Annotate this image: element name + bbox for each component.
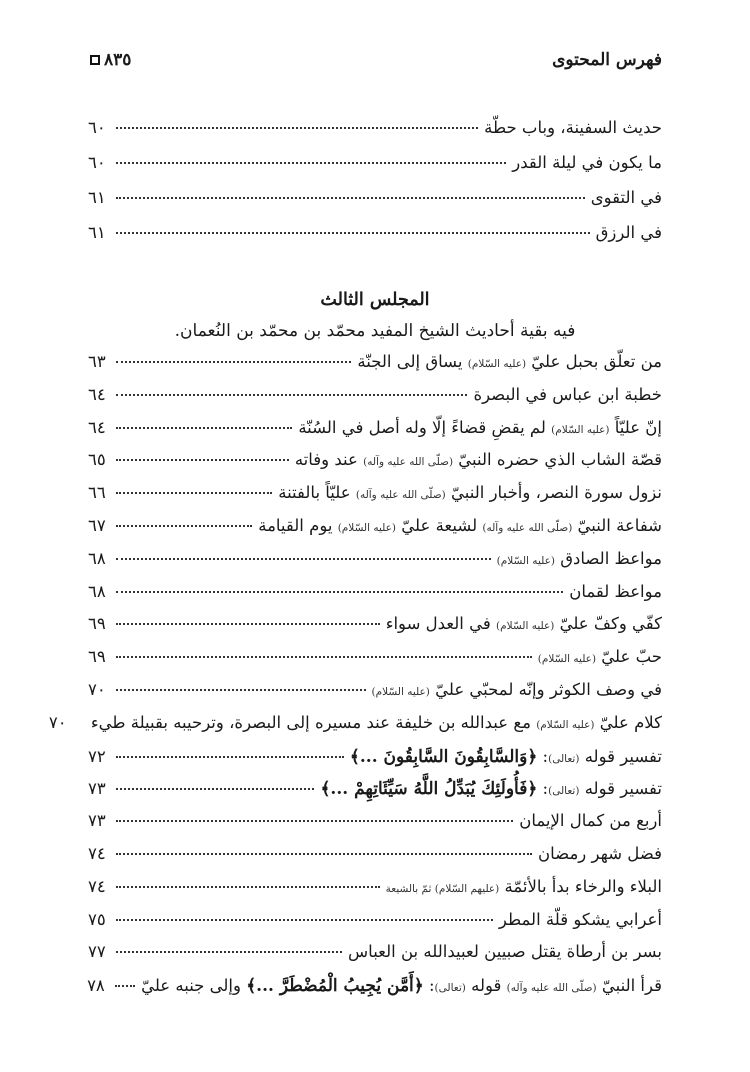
entry-title	[538, 844, 662, 863]
toc-entry	[88, 549, 662, 579]
toc-entry	[88, 877, 662, 907]
toc-entry	[88, 352, 662, 382]
entry-page-number: ٧٥	[88, 909, 106, 929]
quran-quote: ﴿أَمَّن يُجِيبُ الْمُضْطَرَّ ...﴾	[246, 976, 424, 997]
entry-text: مواعظ الصادق	[554, 548, 662, 568]
toc-entry	[88, 483, 662, 513]
dot-leader	[116, 394, 467, 396]
entry-title	[357, 352, 662, 371]
entry-page-number: ٧٤	[88, 844, 106, 863]
entry-text: إنّ عليّاً	[609, 417, 662, 437]
honorific: (عليه السّلام)	[496, 554, 555, 567]
entry-text: قصّة الشاب الذي حضره النبيّ	[453, 450, 662, 470]
entry-title	[298, 418, 662, 437]
dot-leader	[116, 197, 585, 199]
entry-page-number: ٦٤	[88, 384, 106, 404]
entry-title	[519, 811, 662, 830]
entry-text: تفسير قوله	[579, 779, 662, 799]
entry-text: في وصف الكوثر وإنّه لمحبّي عليّ	[429, 680, 662, 699]
dot-leader	[116, 127, 478, 129]
entry-text: أعرابي يشكو قلّة المطر	[498, 909, 662, 929]
entry-text: في العدل سواء	[385, 614, 497, 634]
dot-leader	[116, 525, 252, 527]
entry-text: أربع من كمال الإيمان	[519, 811, 662, 831]
toc-entry	[88, 385, 662, 415]
dot-leader	[116, 853, 532, 855]
dot-leader	[116, 232, 590, 234]
entry-page-number: ٦١	[88, 223, 106, 242]
honorific: (صلّى الله عليه وآله)	[506, 982, 597, 995]
entry-text: من تعلّق بحبل عليّ	[526, 352, 662, 371]
toc-entry	[88, 614, 662, 644]
dot-leader	[116, 756, 344, 758]
dot-leader	[116, 623, 380, 625]
header-page-number	[88, 50, 131, 70]
entry-page-number: ٦٤	[88, 417, 106, 437]
entry-text: شفاعة النبيّ	[572, 516, 662, 535]
toc-entry	[88, 910, 662, 940]
entry-text: بسر بن أرطاة يقتل صبيين لعبيدالله بن العباس	[348, 942, 662, 962]
entry-text: حبّ عليّ	[596, 647, 662, 667]
dot-leader	[116, 427, 292, 429]
entry-page-number: ٧٨	[87, 976, 105, 996]
entry-text: يوم القيامة	[258, 516, 338, 535]
honorific: (تعالى)	[548, 785, 580, 798]
dot-leader	[116, 951, 342, 953]
honorific: (تعالى)	[434, 982, 466, 995]
entry-text: ما يكون في ليلة القدر	[512, 153, 662, 172]
toc-entry	[88, 942, 662, 972]
toc-entry	[88, 778, 662, 808]
honorific: (عليه السّلام)	[496, 620, 555, 633]
entry-title	[295, 450, 662, 469]
entry-title	[499, 910, 662, 929]
entry-page-number: ٧٠	[88, 680, 106, 699]
honorific: (صلّى الله عليه وآله)	[363, 456, 454, 469]
dot-leader	[116, 162, 506, 164]
entry-page-number: ٦٨	[88, 548, 106, 568]
page-number-text: ٨٣٥	[104, 50, 132, 70]
entry-text: عند وفاته	[294, 450, 364, 470]
entry-text: قرأ النبيّ	[596, 976, 662, 996]
dot-leader	[116, 886, 380, 888]
entry-text: لم يقضِ قضاءً إلّا وله أصل في السُنّة	[298, 417, 552, 437]
entry-title	[596, 223, 662, 242]
square-icon	[90, 55, 100, 65]
dot-leader	[116, 919, 493, 921]
entry-text: عليّاً بالفتنة	[278, 483, 356, 503]
entry-text: في التقوى	[590, 188, 662, 207]
entry-title	[372, 680, 662, 699]
dot-leader	[116, 361, 351, 363]
toc-entry	[88, 647, 662, 677]
entry-text: في الرزق	[595, 223, 662, 242]
honorific: (عليه السّلام)	[551, 423, 610, 436]
entry-page-number: ٧٣	[88, 811, 106, 831]
dot-leader	[116, 492, 272, 494]
entry-text: فضل شهر رمضان	[538, 844, 662, 863]
entry-title	[386, 877, 662, 896]
entry-page-number: ٦٩	[88, 647, 106, 667]
entry-page-number: ٧٠	[48, 712, 67, 732]
honorific: (عليه السّلام)	[467, 358, 527, 370]
entry-title	[591, 188, 662, 207]
honorific: (عليه السّلام)	[536, 718, 595, 731]
entry-text: تفسير قوله	[579, 746, 662, 766]
honorific: (صلّى الله عليه وآله)	[482, 522, 573, 534]
toc-entry	[88, 582, 662, 612]
section-title: المجلس الثالث	[320, 290, 430, 310]
entry-text: مع عبدالله بن خليفة عند مسيره إلى البصرة، وترحيبه بقبيلة طيء	[90, 712, 537, 732]
quran-quote: ﴿وَالسَّابِقُونَ السَّابِقُونَ ...﴾	[349, 746, 538, 767]
entry-page-number: ٦١	[88, 188, 106, 207]
dot-leader	[116, 591, 563, 593]
entry-text: :	[537, 746, 549, 766]
honorific: (عليه السّلام)	[371, 686, 430, 698]
entry-text: كفّي وكفّ عليّ	[554, 614, 662, 634]
entry-title	[278, 483, 662, 502]
entry-title	[258, 516, 662, 535]
entry-text: :	[423, 976, 435, 996]
dot-leader	[116, 689, 366, 691]
section-subtitle: فيه بقية أحاديث الشيخ المفيد محمّد بن محمّد بن النُعمان.	[174, 321, 576, 341]
entry-page-number: ٦٠	[88, 118, 106, 137]
entry-text: البلاء والرخاء بدأ بالأئمّة	[499, 876, 662, 896]
toc-entry	[88, 975, 662, 1005]
entry-title	[348, 942, 662, 961]
entry-title	[497, 549, 662, 568]
toc-entry	[88, 450, 662, 480]
entry-page-number: ٦٩	[88, 614, 106, 634]
honorific: (عليه السّلام)	[537, 653, 597, 666]
entry-text: وإلى جنبه عليّ	[141, 976, 247, 996]
entry-text: :	[537, 779, 549, 799]
entry-page-number: ٧٧	[88, 942, 106, 962]
entry-page-number: ٦٣	[88, 352, 106, 371]
dot-leader	[116, 459, 289, 461]
toc-entry	[88, 223, 662, 253]
entry-text: حديث السفينة، وباب حطّة	[484, 118, 662, 137]
entry-title	[386, 614, 662, 633]
dot-leader	[115, 985, 135, 987]
entry-title	[91, 713, 662, 732]
entry-title	[350, 746, 662, 767]
entry-title	[141, 975, 662, 996]
toc-entry	[88, 118, 662, 148]
entry-title	[569, 582, 662, 601]
honorific: (صلّى الله عليه وآله)	[355, 489, 446, 502]
entry-page-number: ٦٦	[88, 483, 106, 503]
honorific: ثمّ بالشيعة	[385, 882, 435, 895]
toc-entry	[88, 516, 662, 546]
entry-page-number: ٦٧	[88, 516, 106, 535]
entry-page-number: ٦٥	[88, 450, 106, 470]
entry-page-number: ٦٠	[88, 153, 106, 172]
entry-text: خطبة ابن عباس في البصرة	[473, 384, 662, 404]
toc-entry	[48, 712, 662, 743]
entry-title	[538, 647, 662, 666]
toc-entry	[88, 153, 662, 183]
honorific: (عليهم السّلام)	[434, 882, 500, 895]
running-header	[88, 50, 662, 76]
header-title: فهرس المحتوى	[552, 50, 662, 70]
entry-page-number: ٧٢	[88, 746, 106, 766]
entry-text: مواعظ لقمان	[569, 581, 662, 601]
entry-title	[473, 385, 662, 404]
dot-leader	[116, 788, 314, 790]
entry-page-number: ٧٤	[88, 876, 106, 896]
toc-entry	[88, 188, 662, 218]
toc-entry	[88, 811, 662, 841]
entry-text: قوله	[465, 976, 507, 996]
honorific: (تعالى)	[548, 752, 580, 765]
quran-quote: ﴿فَأُولَئِكَ يُبَدِّلُ اللَّهُ سَيِّئَاتِهِمْ ...﴾	[320, 779, 538, 800]
honorific: (عليه السّلام)	[337, 522, 397, 534]
entry-title	[320, 778, 662, 799]
toc-entry	[88, 418, 662, 448]
entry-page-number: ٧٣	[88, 779, 106, 799]
entry-text: نزول سورة النصر، وأخبار النبيّ	[445, 483, 662, 503]
toc-entry	[88, 680, 662, 710]
toc-entry	[88, 746, 662, 776]
entry-text: كلام عليّ	[594, 712, 662, 732]
toc-entry	[88, 844, 662, 874]
entry-title	[512, 153, 662, 172]
dot-leader	[116, 656, 532, 658]
entry-page-number: ٦٨	[88, 581, 106, 601]
dot-leader	[116, 558, 491, 560]
entry-text: لشيعة عليّ	[396, 516, 483, 535]
entry-text: يساق إلى الجنّة	[357, 352, 468, 371]
dot-leader	[116, 820, 513, 822]
entry-title	[484, 118, 662, 137]
